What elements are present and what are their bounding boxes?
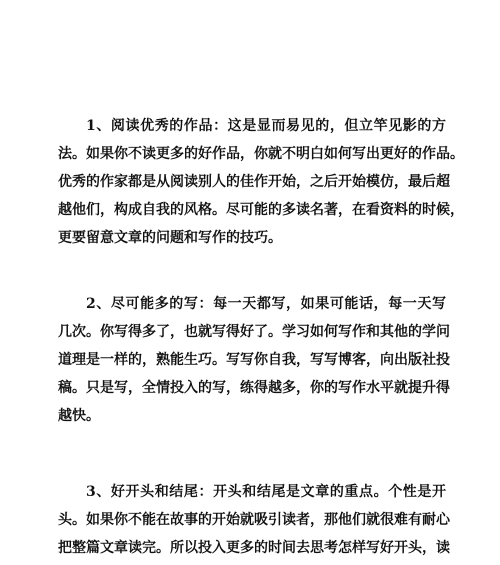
text-line: 优秀的作家都是从阅读别人的佳作开始，之后开始模仿，最后超 bbox=[58, 174, 450, 190]
text-line: 越他们，构成自我的风格。尽可能的多读名著，在看资料的时候， bbox=[58, 202, 464, 218]
text-line: 1、阅读优秀的作品：这是显而易见的，但立竿见影的方 bbox=[86, 118, 446, 134]
text-line: 几次。你写得多了，也就写得好了。学习如何写作和其他的学问 bbox=[58, 324, 450, 340]
text-line: 3、好开头和结尾：开头和结尾是文章的重点。个性是开 bbox=[86, 484, 446, 500]
text-line: 把整篇文章读完。所以投入更多的时间去思考怎样写好开头，读 bbox=[58, 540, 450, 556]
text-line: 道理是一样的，熟能生巧。写写你自我，写写博客，向出版社投 bbox=[58, 352, 450, 368]
text-line: 2、尽可能多的写：每一天都写，如果可能话，每一天写 bbox=[86, 296, 446, 312]
paragraph-opening-ending bbox=[58, 478, 450, 562]
text-line: 法。如果你不读更多的好作品，你就不明白如何写出更好的作品。 bbox=[58, 146, 464, 162]
text-line: 更要留意文章的问题和写作的技巧。 bbox=[58, 230, 282, 246]
text-line: 稿。只是写，全情投入的写，练得越多，你的写作水平就提升得 bbox=[58, 380, 450, 396]
text-line: 越快。 bbox=[58, 408, 100, 424]
text-line: 头。如果你不能在故事的开始就吸引读者，那他们就很难有耐心 bbox=[58, 512, 450, 528]
paragraph-reading bbox=[58, 112, 464, 252]
paragraph-writing bbox=[58, 290, 450, 430]
